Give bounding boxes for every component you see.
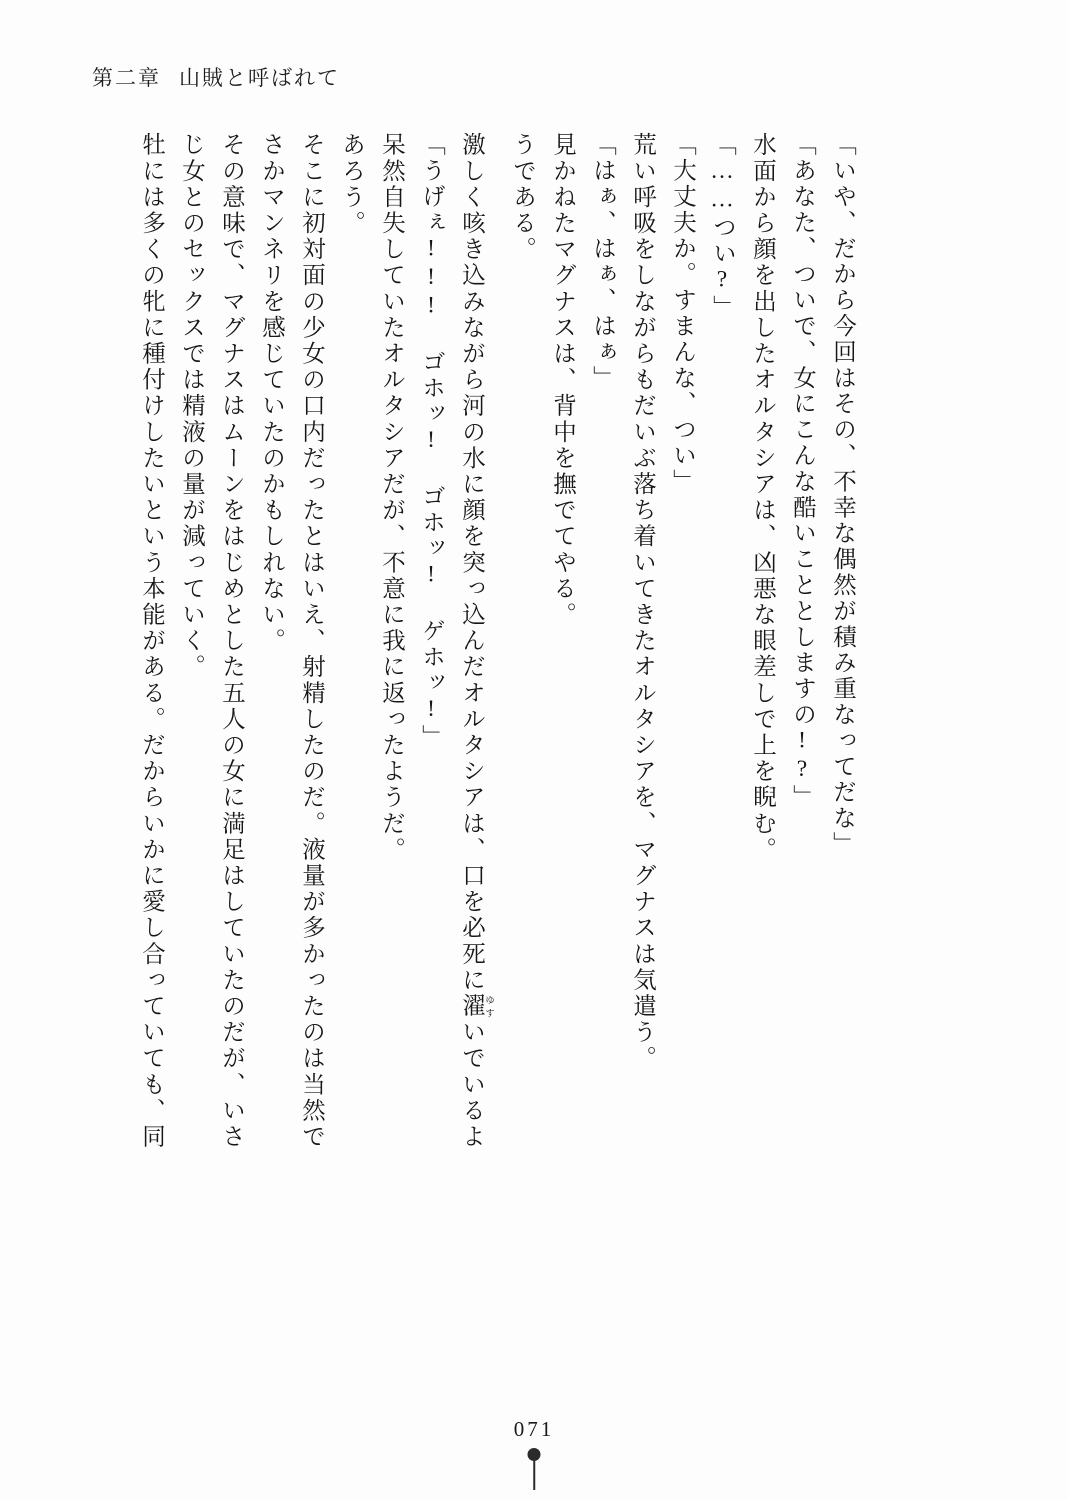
text-column: 「うげぇ!!! ゴホッ! ゴホッ! ゲホッ!」 [418, 132, 444, 751]
text-column: 牡には多くの牝に種付けしたいという本能がある。だからいかに愛し合っていても、同 [138, 132, 164, 1150]
chapter-title: 山賊と呼ばれて [179, 66, 340, 90]
text-column: 「あなた、ついで、女にこんな酷いこととしますの!?」 [789, 132, 815, 811]
text-column: その意味で、マグナスはムーンをはじめとした五人の女に満足はしていたのだが、いさ [218, 132, 244, 1150]
text-column: あろう。 [338, 132, 364, 237]
page-ornament-icon [527, 1448, 541, 1490]
running-head [92, 62, 340, 92]
vertical-text-body [122, 132, 982, 1342]
text-column: 「大丈夫か。すまんな、つい」 [669, 132, 695, 495]
ruby-annotation: 濯 ゆす [458, 993, 493, 1020]
page-number: 071 [513, 1417, 555, 1441]
text-column: さかマンネリを感じていたのかもしれない。 [258, 132, 284, 654]
text-column: うである。 [509, 132, 535, 263]
text-column: 「はぁ、はぁ、はぁ」 [589, 132, 615, 391]
chapter-number: 第二章 [92, 66, 161, 90]
text-column: じ女とのセックスでは精液の量が減っていく。 [178, 132, 204, 681]
text-column: 「……つい?」 [709, 132, 735, 321]
text-column: 見かねたマグナスは、背中を撫でてやる。 [549, 132, 575, 628]
text-column: 荒い呼吸をしながらもだいぶ落ち着いてきたオルタシアを、マグナスは気遣う。 [629, 132, 655, 1072]
text-column: 「いや、だから今回はその、不幸な偶然が積み重なってだな」 [829, 132, 855, 858]
text-column: そこに初対面の少女の口内だったとはいえ、射精したのだ。液量が多かったのは当然で [298, 132, 324, 1150]
text-column: 水面から顔を出したオルタシアは、凶悪な眼差しで上を睨む。 [749, 132, 775, 863]
text-column: 呆然自失していたオルタシアだが、不意に我に返ったようだ。 [378, 132, 404, 863]
text-column-with-ruby: 激しく咳き込みながら河の水に顔を突っ込んだオルタシアは、口を必死に濯 ゆすいでいるよ [458, 132, 493, 1150]
